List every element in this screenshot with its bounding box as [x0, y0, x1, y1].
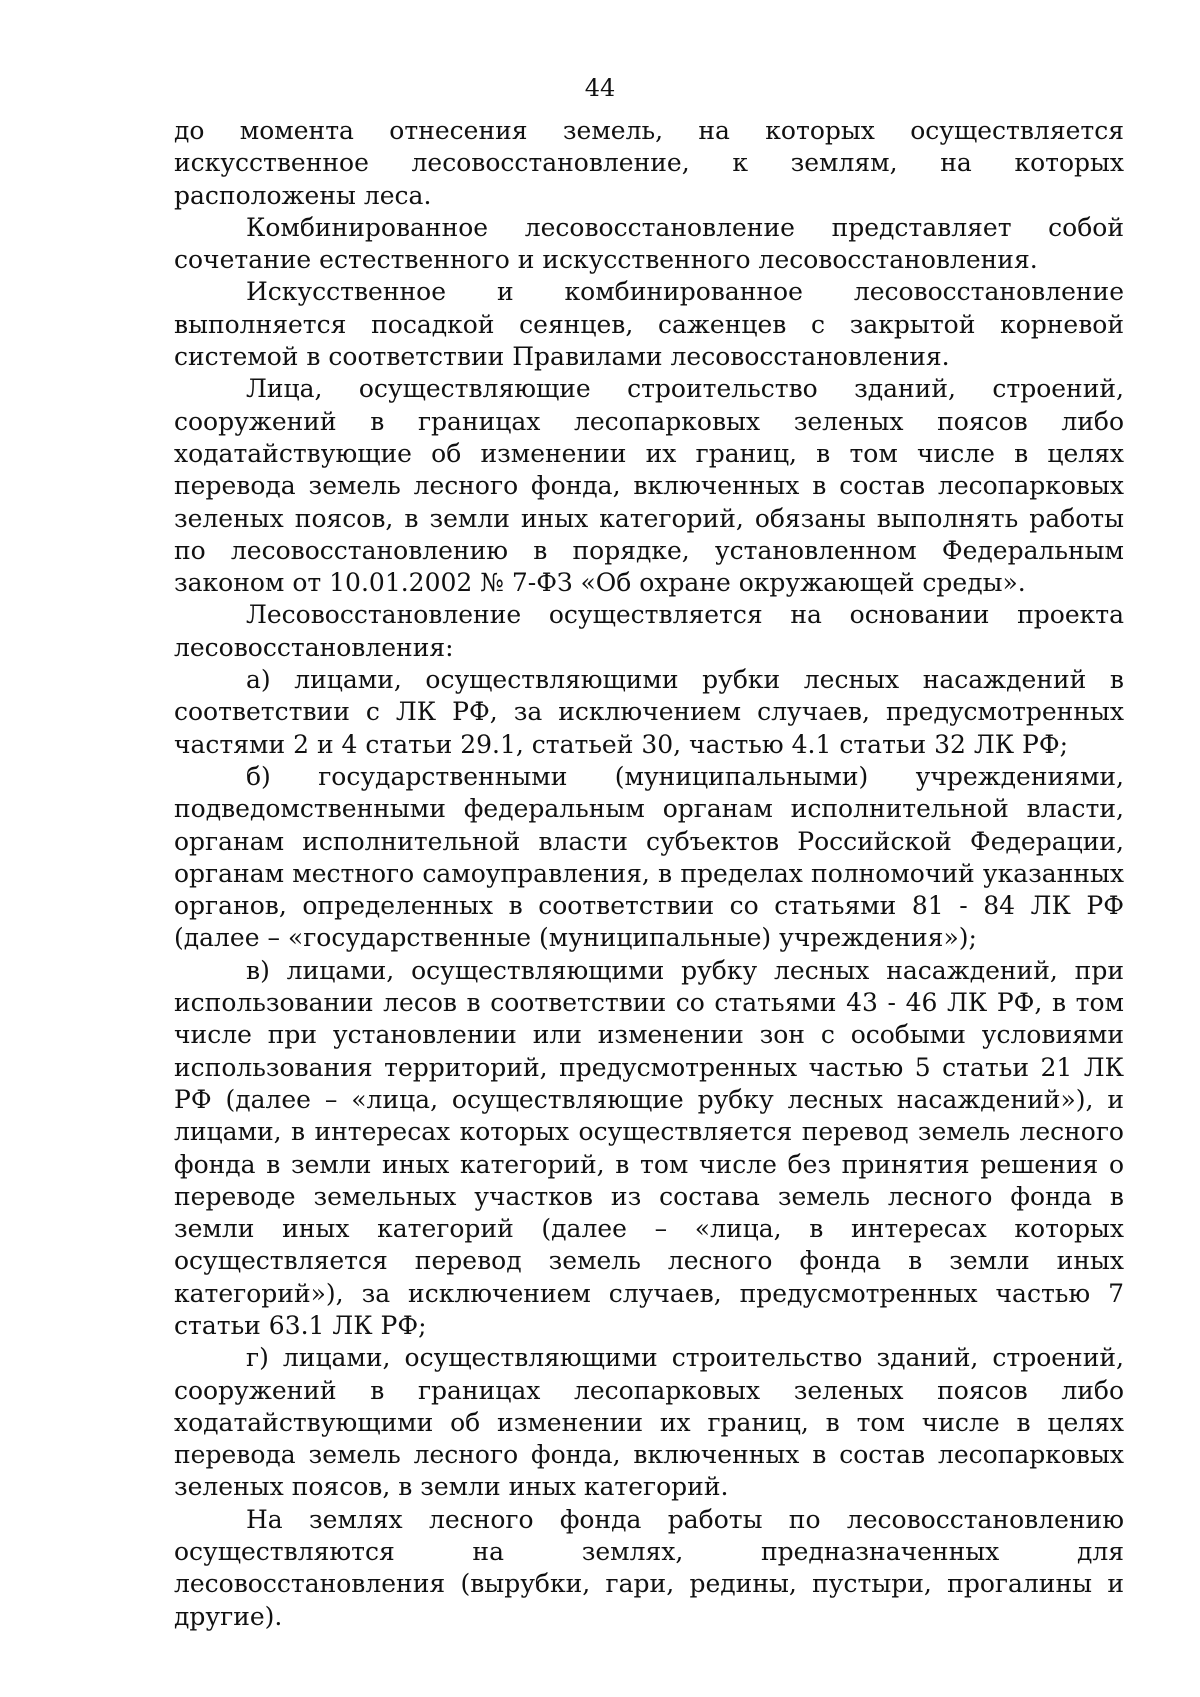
page-number: 44 — [584, 74, 616, 102]
list-item-b: б) государственными (муниципальными) учреждениями, подведомственными федеральным органам исполнительной власти, органам исполнительной власти субъектов Российской Федерации, органам местного самоуправления, в пределах полномочий указанных органов, определенных в соответствии со статьями 81 - 84 ЛК РФ (далее – «государственные (муниципальные) учреждения»); — [174, 761, 1124, 953]
list-item-a: а) лицами, осуществляющими рубки лесных насаждений в соответствии с ЛК РФ, за исключением случаев, предусмотренных частями 2 и 4 статьи 29.1, статьей 30, частью 4.1 статьи 32 ЛК РФ; — [174, 665, 1124, 759]
list-item-v: в) лицами, осуществляющими рубку лесных насаждений, при использовании лесов в соответствии со статьями 43 - 46 ЛК РФ, в том числе при установлении или изменении зон с особыми условиями использования территорий, предусмотренных частью 5 статьи 21 ЛК РФ (далее – «лица, осуществляющие рубку лесных насаждений»), и лицами, в интересах которых осуществляется перевод земель лесного фонда в земли иных категорий, в том числе без принятия решения о переводе земельных участков из состава земель лесного фонда в земли иных категорий (далее – «лица, в интересах которых осуществляется перевод земель лесного фонда в земли иных категорий»), за исключением случаев, предусмотренных частью 7 статьи 63.1 ЛК РФ; — [174, 955, 1124, 1340]
document-body — [174, 115, 1124, 1633]
paragraph-forest-fund-lands: На землях лесного фонда работы по лесовосстановлению осуществляются на землях, предназначенных для лесовосстановления (вырубки, гари, редины, пустыри, прогалины и другие). — [174, 1504, 1124, 1631]
paragraph-project-basis: Лесовосстановление осуществляется на основании проекта лесовосстановления: — [174, 600, 1124, 662]
paragraph-artificial-reforestation: Искусственное и комбинированное лесовосстановление выполняется посадкой сеянцев, саженцев с закрытой корневой системой в соответствии Правилами лесовосстановления. — [174, 277, 1124, 372]
paragraph-continuation: до момента отнесения земель, на которых осуществляется искусственное лесовосстановление, к землям, на которых расположены леса. — [174, 116, 1124, 210]
paragraph-combined-reforestation: Комбинированное лесовосстановление представляет собой сочетание естественного и искусственного лесовосстановления. — [174, 212, 1124, 275]
paragraph-green-belt-obligations: Лица, осуществляющие строительство зданий, строений, сооружений в границах лесопарковых зеленых поясов либо ходатайствующие об изменении их границ, в том числе в целях перевода земель лесного фонда, включенных в состав лесопарковых зеленых поясов, в земли иных категорий, обязаны выполнять работы по лесовосстановлению в порядке, установленном Федеральным законом от 10.01.2002 № 7-ФЗ «Об охране окружающей среды». — [174, 374, 1124, 598]
list-item-g: г) лицами, осуществляющими строительство зданий, строений, сооружений в границах лесопарковых зеленых поясов либо ходатайствующими об изменении их границ, в том числе в целях перевода земель лесного фонда, включенных в состав лесопарковых зеленых поясов, в земли иных категорий. — [174, 1343, 1124, 1502]
